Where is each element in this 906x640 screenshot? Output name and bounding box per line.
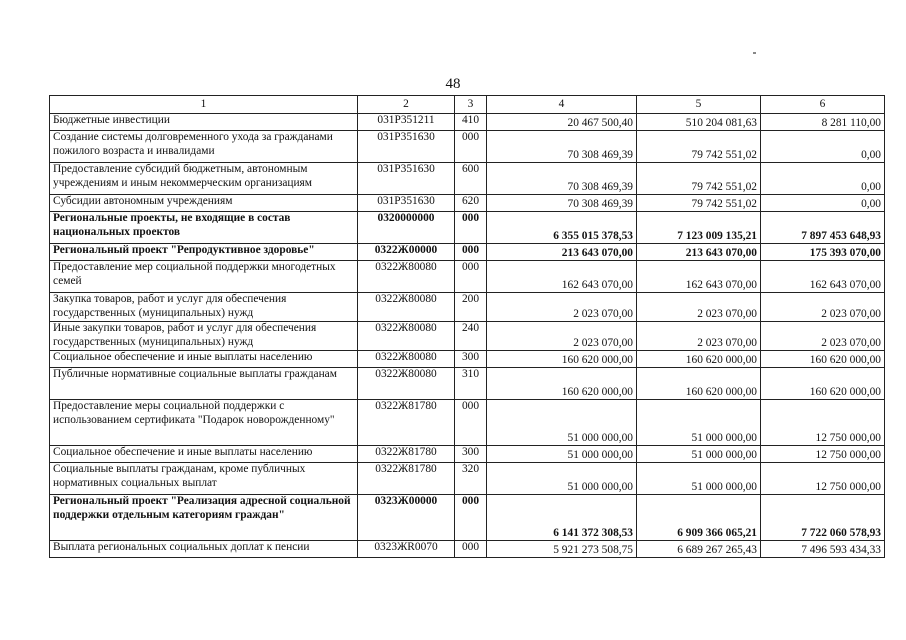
table-row — [50, 368, 885, 400]
column-header: 5 — [637, 96, 761, 114]
row-value-col5: 162 643 070,00 — [637, 261, 761, 293]
table-row — [50, 212, 885, 244]
row-value-col6: 0,00 — [761, 195, 885, 212]
column-header: 6 — [761, 96, 885, 114]
row-name: Предоставление мер социальной поддержки многодетных семей — [50, 261, 358, 293]
row-code: 031Р351630 — [358, 131, 455, 163]
row-code: 0322Ж80080 — [358, 322, 455, 351]
row-type: 000 — [455, 541, 487, 558]
row-value-col4: 160 620 000,00 — [487, 351, 637, 368]
row-code: 0322Ж81780 — [358, 400, 455, 446]
row-value-col6: 162 643 070,00 — [761, 261, 885, 293]
row-code: 0322Ж80080 — [358, 368, 455, 400]
table-row — [50, 463, 885, 495]
row-name: Публичные нормативные социальные выплаты гражданам — [50, 368, 358, 400]
row-value-col5: 51 000 000,00 — [637, 463, 761, 495]
row-type: 200 — [455, 293, 487, 322]
row-type: 000 — [455, 495, 487, 541]
row-name: Социальное обеспечение и иные выплаты населению — [50, 351, 358, 368]
row-code: 0323ЖR0070 — [358, 541, 455, 558]
table-row — [50, 322, 885, 351]
row-value-col5: 213 643 070,00 — [637, 244, 761, 261]
page-number: 48 — [445, 76, 461, 92]
row-type: 410 — [455, 114, 487, 131]
table-row — [50, 400, 885, 446]
row-type: 000 — [455, 131, 487, 163]
row-type: 620 — [455, 195, 487, 212]
row-value-col6: 7 496 593 434,33 — [761, 541, 885, 558]
row-value-col5: 2 023 070,00 — [637, 293, 761, 322]
table-row — [50, 541, 885, 558]
row-value-col4: 70 308 469,39 — [487, 195, 637, 212]
row-name: Социальные выплаты гражданам, кроме публичных нормативных социальных выплат — [50, 463, 358, 495]
row-value-col4: 70 308 469,39 — [487, 163, 637, 195]
row-value-col4: 6 141 372 308,53 — [487, 495, 637, 541]
row-value-col4: 51 000 000,00 — [487, 463, 637, 495]
row-value-col5: 6 689 267 265,43 — [637, 541, 761, 558]
row-value-col6: 2 023 070,00 — [761, 322, 885, 351]
table-row — [50, 495, 885, 541]
row-value-col5: 510 204 081,63 — [637, 114, 761, 131]
row-value-col6: 7 897 453 648,93 — [761, 212, 885, 244]
row-value-col5: 7 123 009 135,21 — [637, 212, 761, 244]
table-row — [50, 293, 885, 322]
table-row — [50, 244, 885, 261]
row-name: Предоставление меры социальной поддержки с использованием сертификата "Подарок новорожденному" — [50, 400, 358, 446]
row-type: 310 — [455, 368, 487, 400]
row-value-col6: 160 620 000,00 — [761, 368, 885, 400]
row-value-col5: 160 620 000,00 — [637, 368, 761, 400]
column-header: 1 — [50, 96, 358, 114]
column-header: 3 — [455, 96, 487, 114]
table-row — [50, 195, 885, 212]
table-row — [50, 163, 885, 195]
row-value-col4: 213 643 070,00 — [487, 244, 637, 261]
row-value-col6: 8 281 110,00 — [761, 114, 885, 131]
row-value-col6: 0,00 — [761, 163, 885, 195]
row-code: 0322Ж80080 — [358, 351, 455, 368]
row-code: 031Р351630 — [358, 163, 455, 195]
row-value-col4: 5 921 273 508,75 — [487, 541, 637, 558]
row-value-col5: 2 023 070,00 — [637, 322, 761, 351]
row-code: 031Р351630 — [358, 195, 455, 212]
table-row — [50, 131, 885, 163]
row-name: Региональный проект "Реализация адресной социальной поддержки отдельным категориям граждан" — [50, 495, 358, 541]
row-value-col6: 175 393 070,00 — [761, 244, 885, 261]
table-row — [50, 446, 885, 463]
row-code: 0322Ж80080 — [358, 261, 455, 293]
row-type: 240 — [455, 322, 487, 351]
row-code: 0322Ж00000 — [358, 244, 455, 261]
table-row — [50, 114, 885, 131]
budget-table — [49, 95, 885, 558]
row-code: 031Р351211 — [358, 114, 455, 131]
header-row — [50, 96, 885, 114]
row-code: 0322Ж81780 — [358, 463, 455, 495]
row-type: 300 — [455, 446, 487, 463]
row-value-col4: 162 643 070,00 — [487, 261, 637, 293]
row-value-col4: 70 308 469,39 — [487, 131, 637, 163]
scan-mark — [753, 52, 756, 54]
row-value-col5: 79 742 551,02 — [637, 195, 761, 212]
row-value-col4: 160 620 000,00 — [487, 368, 637, 400]
row-name: Выплата региональных социальных доплат к пенсии — [50, 541, 358, 558]
row-value-col4: 2 023 070,00 — [487, 322, 637, 351]
row-name: Субсидии автономным учреждениям — [50, 195, 358, 212]
row-value-col4: 51 000 000,00 — [487, 400, 637, 446]
row-code: 0320000000 — [358, 212, 455, 244]
row-type: 000 — [455, 244, 487, 261]
row-value-col5: 160 620 000,00 — [637, 351, 761, 368]
row-name: Создание системы долговременного ухода за гражданами пожилого возраста и инвалидами — [50, 131, 358, 163]
row-value-col6: 0,00 — [761, 131, 885, 163]
row-name: Иные закупки товаров, работ и услуг для обеспечения государственных (муниципальных) нужд — [50, 322, 358, 351]
row-value-col4: 6 355 015 378,53 — [487, 212, 637, 244]
column-header: 2 — [358, 96, 455, 114]
row-value-col6: 160 620 000,00 — [761, 351, 885, 368]
row-name: Региональные проекты, не входящие в состав национальных проектов — [50, 212, 358, 244]
row-value-col5: 51 000 000,00 — [637, 446, 761, 463]
row-name: Региональный проект "Репродуктивное здоровье" — [50, 244, 358, 261]
row-name: Закупка товаров, работ и услуг для обеспечения государственных (муниципальных) нужд — [50, 293, 358, 322]
row-value-col5: 6 909 366 065,21 — [637, 495, 761, 541]
row-value-col6: 7 722 060 578,93 — [761, 495, 885, 541]
row-type: 000 — [455, 212, 487, 244]
row-code: 0323Ж00000 — [358, 495, 455, 541]
row-type: 600 — [455, 163, 487, 195]
row-name: Предоставление субсидий бюджетным, автономным учреждениям и иным некоммерческим организациям — [50, 163, 358, 195]
row-value-col5: 79 742 551,02 — [637, 131, 761, 163]
row-value-col4: 2 023 070,00 — [487, 293, 637, 322]
row-value-col6: 12 750 000,00 — [761, 446, 885, 463]
row-value-col5: 51 000 000,00 — [637, 400, 761, 446]
row-type: 000 — [455, 261, 487, 293]
row-type: 000 — [455, 400, 487, 446]
row-value-col4: 20 467 500,40 — [487, 114, 637, 131]
table-row — [50, 261, 885, 293]
row-value-col5: 79 742 551,02 — [637, 163, 761, 195]
row-value-col6: 2 023 070,00 — [761, 293, 885, 322]
row-code: 0322Ж80080 — [358, 293, 455, 322]
row-type: 300 — [455, 351, 487, 368]
column-header: 4 — [487, 96, 637, 114]
row-name: Бюджетные инвестиции — [50, 114, 358, 131]
row-value-col6: 12 750 000,00 — [761, 400, 885, 446]
table-row — [50, 351, 885, 368]
row-value-col6: 12 750 000,00 — [761, 463, 885, 495]
row-code: 0322Ж81780 — [358, 446, 455, 463]
row-name: Социальное обеспечение и иные выплаты населению — [50, 446, 358, 463]
row-type: 320 — [455, 463, 487, 495]
row-value-col4: 51 000 000,00 — [487, 446, 637, 463]
